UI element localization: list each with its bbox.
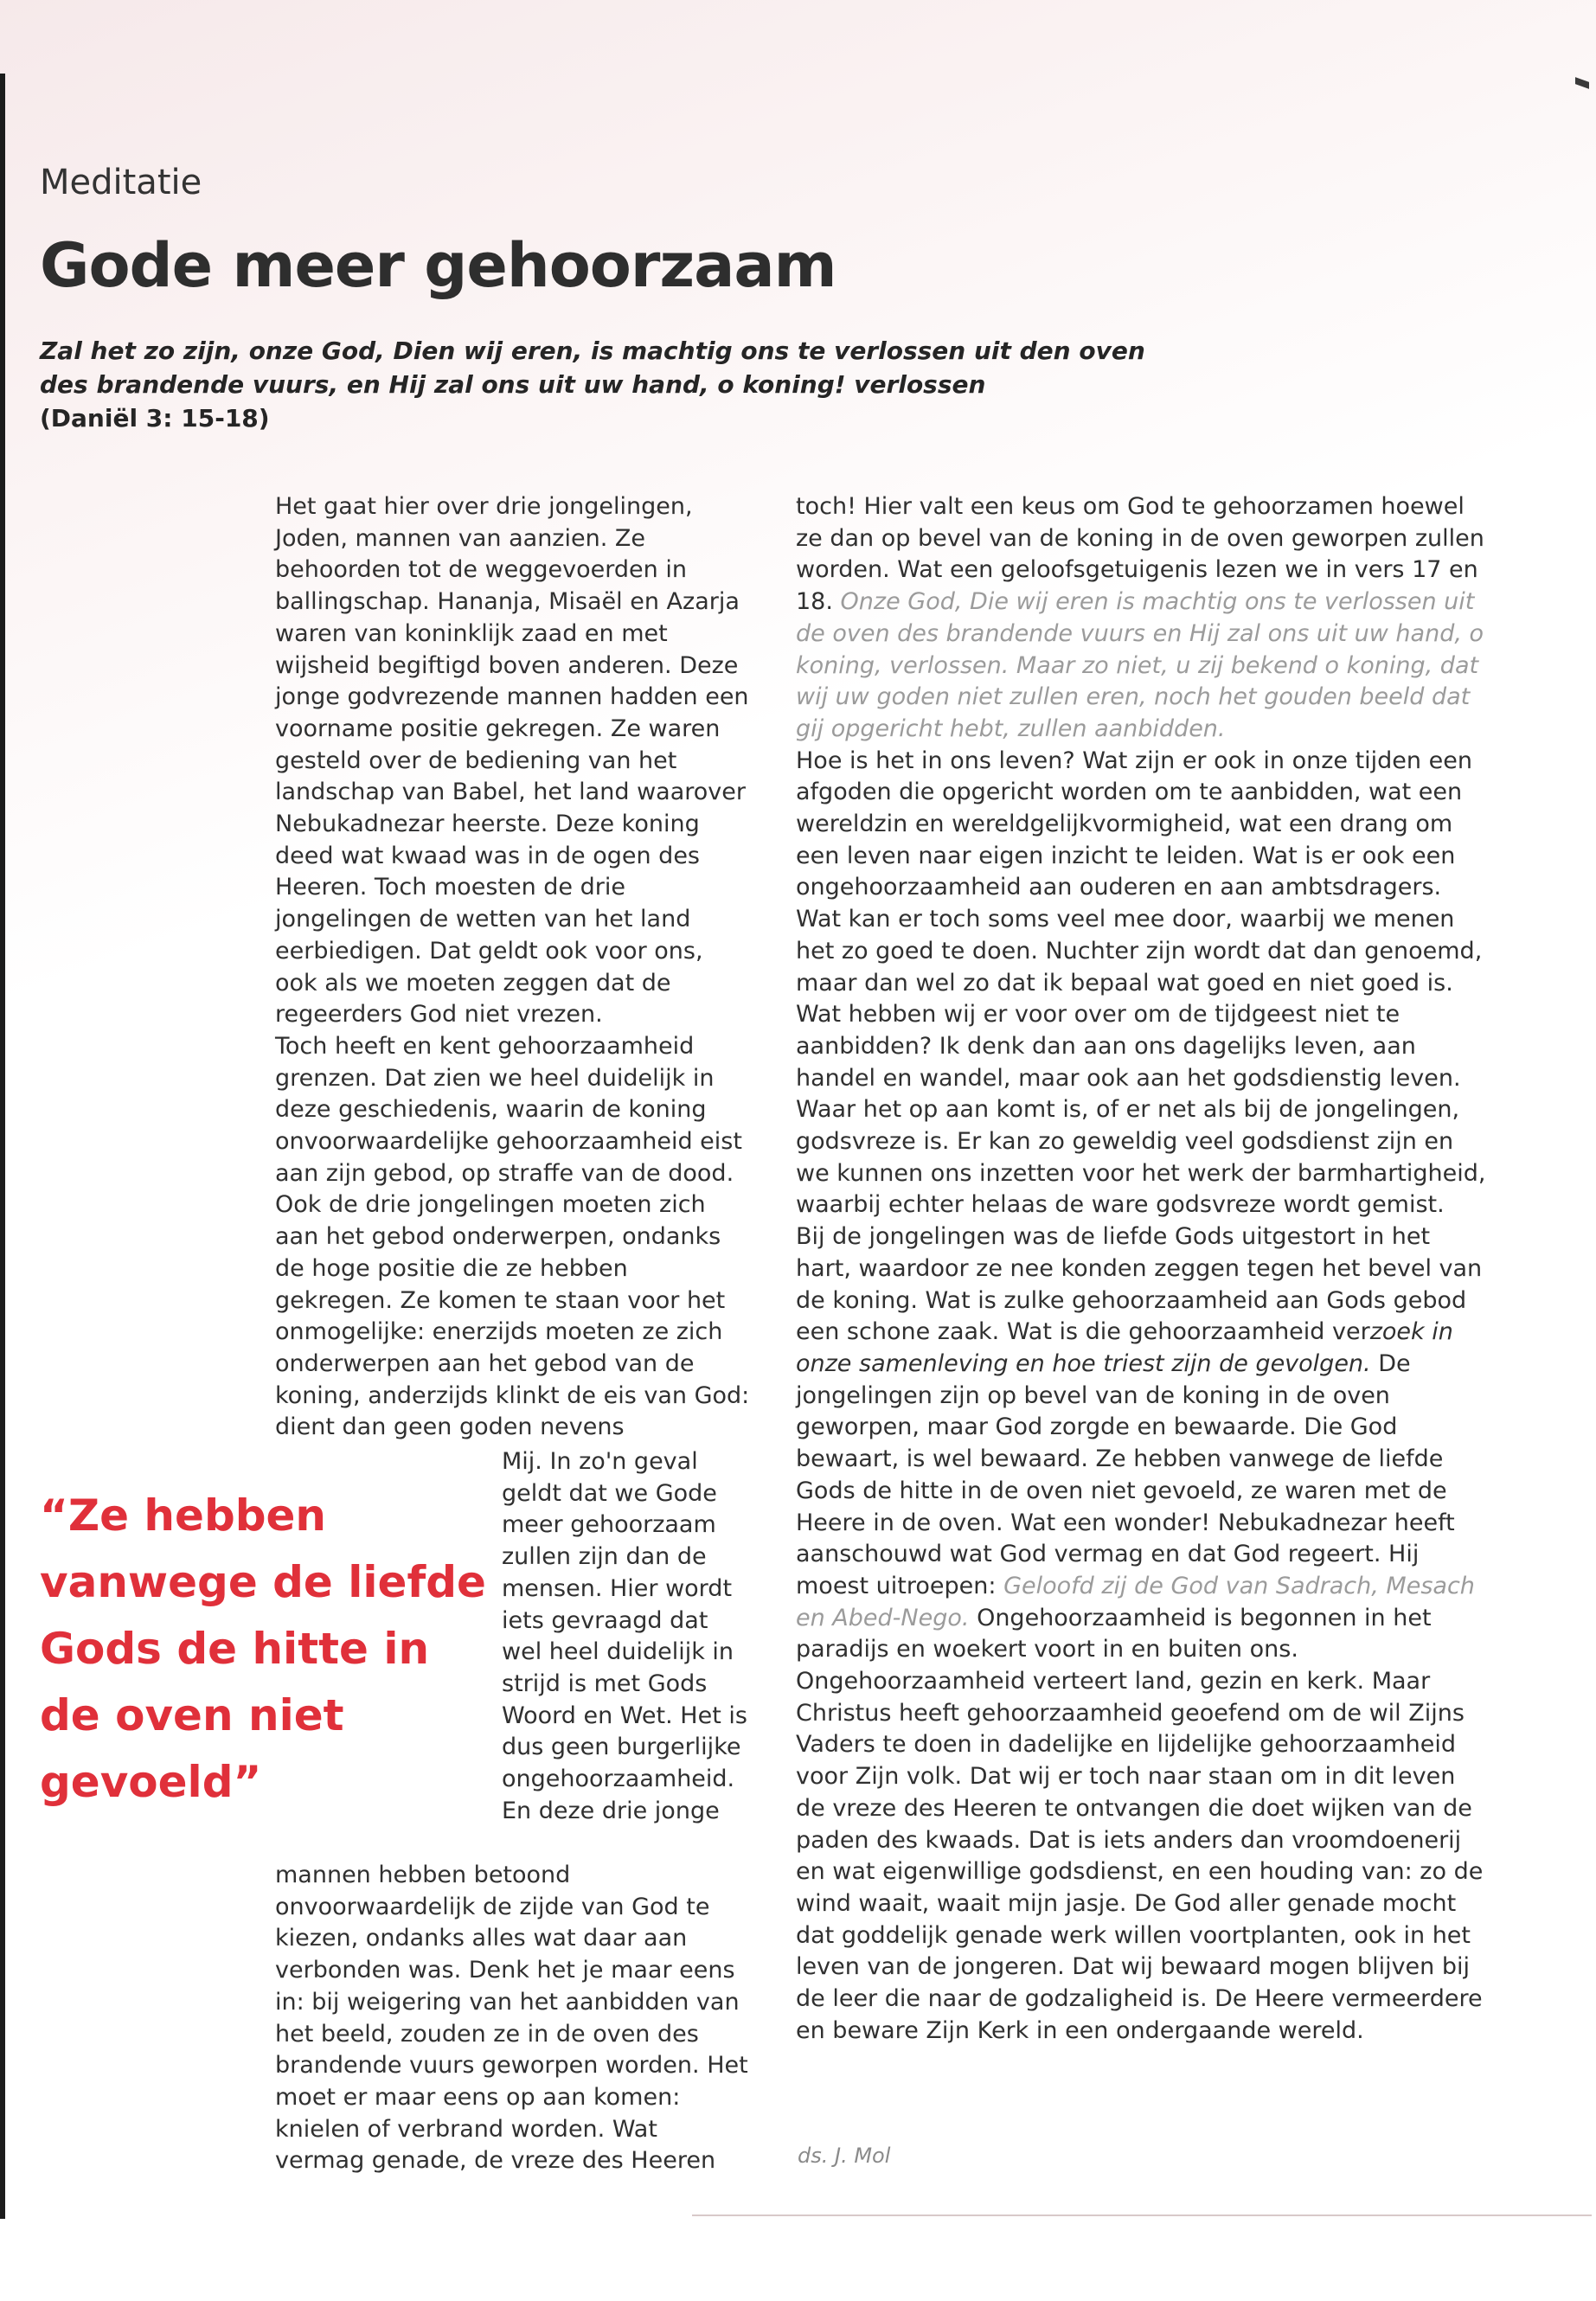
paragraph: En deze drie jonge xyxy=(502,1797,720,1824)
divider xyxy=(692,2214,1592,2216)
epigraph-reference: (Daniël 3: 15-18) xyxy=(40,404,270,433)
paragraph: Toch heeft en kent gehoorzaamheid grenzen. Dat zien we heel duidelijk in deze geschiedenis, waarin de koning onvoorwaardelijke gehoorzaamheid eist aan zijn gebod, op straffe van de dood. Ook de drie jongelingen moeten zich aan het gebod onderwerpen, ondanks de hoge positie die ze hebben gekregen. Ze komen te staan voor het onmogelijke: enerzijds moeten ze zich onderwerpen aan het gebod van de koning, anderzijds klinkt de eis van God: dient dan geen goden nevens xyxy=(275,1032,750,1441)
epigraph-quote: Zal het zo zijn, onze God, Dien wij eren, is machtig ons te verlossen uit den oven des brandende vuurs, en Hij zal ons uit uw hand, o koning! verlossen xyxy=(40,336,1145,399)
article-title: Gode meer gehoorzaam xyxy=(40,230,836,301)
column-1-top xyxy=(275,491,751,1444)
paragraph xyxy=(796,491,1488,746)
paragraph: mannen hebben betoond onvoorwaardelijk de zijde van God te kiezen, ondanks alles wat daar aan verbonden was. Denk het je maar eens in: bij weigering van het aanbidden van het beeld, zouden ze in de oven des brandende vuurs geworpen worden. Het moet er maar eens op aan komen: knielen of verbrand worden. Wat vermag genade, de vreze des Heeren xyxy=(275,1862,748,2175)
scripture-quote: Onze God, Die wij eren is machtig ons te verlossen uit de oven des brandende vuurs en Hij zal ons uit uw hand, o koning, verlossen. Maar zo niet, u zij bekend o koning, dat wij uw goden niet zullen eren, noch het gouden beeld dat gij opgericht hebt, zullen aanbidden. xyxy=(796,588,1484,742)
text-run: Bij de jongelingen was de liefde Gods uitgestort in het hart, waardoor ze nee konden zeggen tegen het bevel van de koning. Wat is zulke gehoorzaamheid aan Gods gebod een schone zaak. Wat is die gehoorzaamheid ver xyxy=(796,1223,1483,1346)
author-signature: ds. J. Mol xyxy=(798,2144,891,2168)
text-run: De jongelingen zijn op bevel van de koning in de oven geworpen, maar God zorgde en bewaarde. Die God bewaart, is wel bewaard. Ze hebben vanwege de liefde Gods de hitte in de oven niet gevoeld, ze waren met de Heere in de oven. Wat een wonder! Nebukadnezar heeft aanschouwd wat God vermag en dat God regeert. Hij moest uitroepen: xyxy=(796,1349,1455,1599)
pull-quote: “Ze hebben vanwege de liefde Gods de hitte in de oven niet gevoeld” xyxy=(40,1490,486,1807)
paragraph xyxy=(796,1221,1488,2047)
column-2 xyxy=(796,491,1488,2047)
section-label: Meditatie xyxy=(40,163,202,202)
epigraph xyxy=(40,334,1164,435)
column-1-narrow xyxy=(502,1446,753,1827)
text-run: Ongehoorzaamheid is begonnen in het paradijs en woekert voort in en buiten ons. Ongehoorzaamheid verteert land, gezin en kerk. Maar Christus heeft gehoorzaamheid geoefend om de wil Zijns Vaders te doen in dadelijke en lijdelijke gehoorzaamheid voor Zijn volk. Dat wij er toch naar staan om in dit leven de vreze des Heeren te ontvangen die doet wijken van de paden des kwaads. Dat is iets anders dan vroomdoenerij en wat eigenwillige godsdienst, en een houding van: zo de wind waait, waait mijn jasje. De God aller genade mocht dat goddelijk genade werk willen voortplanten, ook in het leven van de jongeren. Dat wij bewaard mogen blijven bij de leer die naar de godzaligheid is. De Heere vermeerdere en beware Zijn Kerk in een ondergaande wereld. xyxy=(796,1604,1484,2044)
paragraph: Mij. In zo'n geval geldt dat we Gode meer gehoorzaam zullen zijn dan de mensen. Hier wordt iets gevraagd dat wel heel duidelijk in strijd is met Gods Woord en Wet. Het is dus geen burgerlijke ongehoorzaamheid. xyxy=(502,1448,747,1793)
text-run: toch! Hier valt een keus om God te gehoorzamen hoewel ze dan op bevel van de koning in de oven geworpen zullen worden. Wat een geloofsgetuigenis lezen we in vers 17 en 18. xyxy=(796,493,1484,616)
text-run-italic: zoek in onze samenleving en hoe triest zijn de gevolgen. xyxy=(796,1318,1453,1377)
paragraph: Het gaat hier over drie jongelingen, Joden, mannen van aanzien. Ze behoorden tot de weggevoerden in ballingschap. Hananja, Misaël en Azarja waren van koninklijk zaad en met wijsheid begiftigd boven anderen. Deze jonge godvrezende mannen hadden een voorname positie gekregen. Ze waren gesteld over de bediening van het landschap van Babel, het land waarover Nebukadnezar heerste. Deze koning deed wat kwaad was in de ogen des Heeren. Toch moesten de drie jongelingen de wetten van het land eerbiedigen. Dat geldt ook voor ons, ook als we moeten zeggen dat de regeerders God niet vrezen. xyxy=(275,493,749,1029)
scan-edge-line xyxy=(0,74,5,2219)
paragraph: Hoe is het in ons leven? Wat zijn er ook in onze tijden een afgoden die opgericht worden om te aanbidden, wat een wereldzin en wereldgelijkvormigheid, wat een drang om een leven naar eigen inzicht te leiden. Wat is er ook een ongehoorzaamheid aan ouderen en aan ambtsdragers. Wat kan er toch soms veel mee door, waarbij we menen het zo goed te doen. Nuchter zijn wordt dat dan genoemd, maar dan wel zo dat ik bepaal wat goed en niet goed is. Wat hebben wij er voor over om de tijdgeest niet te aanbidden? Ik denk dan aan ons dagelijks leven, aan handel en wandel, maar ook aan het godsdienstig leven. Waar het op aan komt is, of er net als bij de jongelingen, godsvreze is. Er kan zo geweldig veel godsdienst zijn en we kunnen ons inzetten voor het werk der barmhartigheid, waarbij echter helaas de ware godsvreze wordt gemist. xyxy=(796,747,1486,1219)
column-1-bottom xyxy=(275,1860,751,2177)
scripture-quote: Geloofd zij de God van Sadrach, Mesach en Abed-Nego. xyxy=(796,1572,1475,1631)
